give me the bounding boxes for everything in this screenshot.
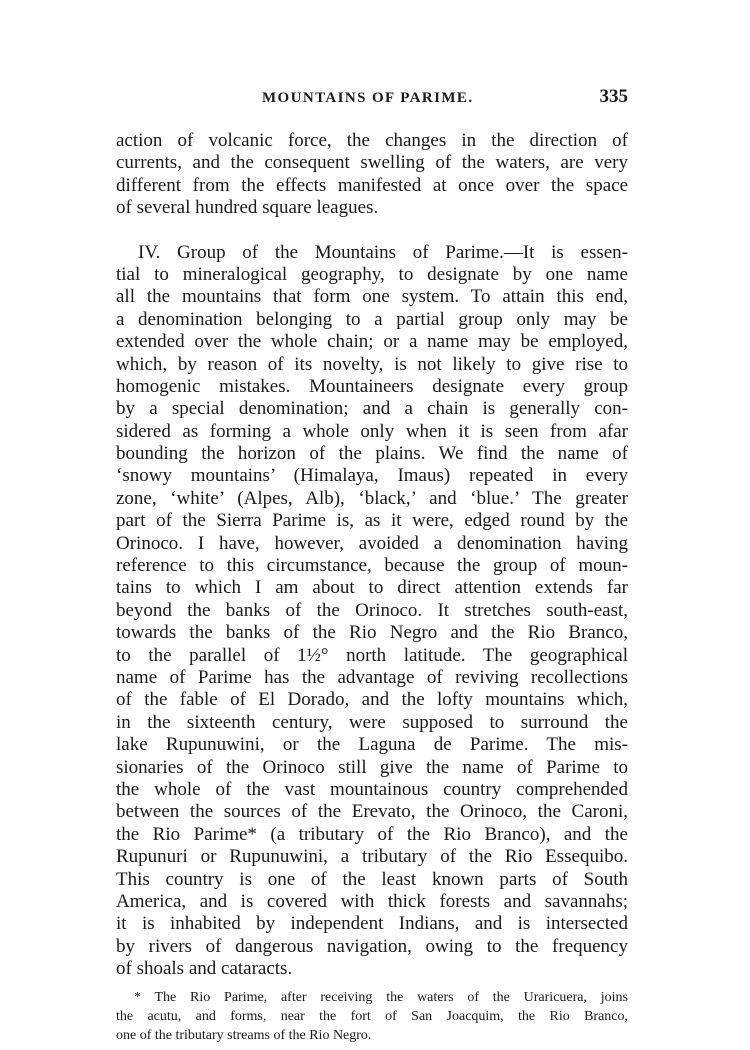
text-line: part of the Sierra Parime is, as it were, edged round by the [116,510,628,532]
text-line: which, by reason of its novelty, is not likely to give rise to [116,353,628,375]
text-line: Orinoco. I have, however, avoided a denomination having [116,532,628,554]
text-line: all the mountains that form one system. To attain this end, [116,286,628,308]
page-number: 335 [599,86,628,107]
text-line: This country is one of the least known parts of South [116,868,628,890]
text-line: currents, and the consequent swelling of the waters, are very [116,152,628,174]
running-head [116,88,628,118]
text-line: name of Parime has the advantage of reviving recollections [116,666,628,688]
text-line: lake Rupunuwini, or the Laguna de Parime. The mis- [116,734,628,756]
text-line: America, and is covered with thick forests and savannahs; [116,890,628,912]
text-line: action of volcanic force, the changes in the direction of [116,130,628,151]
text-line: beyond the banks of the Orinoco. It stretches south-east, [116,599,628,621]
text-line: extended over the whole chain; or a name may be employed, [116,331,628,353]
book-page [116,88,628,1045]
text-line: the Rio Parime* (a tributary of the Rio Branco), and the [116,823,628,845]
text-line: different from the effects manifested at once over the space [116,174,628,196]
text-line: ‘snowy mountains’ (Himalaya, Imaus) repeated in every [116,465,628,487]
section-heading-line: IV. Group of the Mountains of Parime.—It is essen- [138,241,628,263]
text-line: of shoals and cataracts. [116,958,293,980]
text-line: by a special denomination; and a chain is generally con- [116,398,628,420]
text-line: homogenic mistakes. Mountaineers designate every group [116,375,628,397]
text-line: sidered as forming a whole only when it is seen from afar [116,420,628,442]
text-line: Rupunuri or Rupunuwini, a tributary of the Rio Essequibo. [116,846,628,868]
paragraph-continuation [116,130,628,220]
text-line: by rivers of dangerous navigation, owing to the frequency [116,935,628,957]
paragraph-group-of-mountains [116,242,628,981]
text-line: the whole of the vast mountainous country comprehended [116,778,628,800]
text-line: of the fable of El Dorado, and the lofty mountains which, [116,689,628,711]
text-line: reference to this circumstance, because the group of moun- [116,555,628,577]
text-line: of several hundred square leagues. [116,197,379,219]
footnote-line: * The Rio Parime, after receiving the waters of the Uraricuera, joins [134,990,628,1006]
text-line: tains to which I am about to direct attention extends far [116,577,628,599]
footnote [116,988,628,1045]
running-title: MOUNTAINS OF PARIME. [262,90,474,106]
footnote-line: one of the tributary streams of the Rio Negro. [116,1028,372,1044]
text-line: in the sixteenth century, were supposed to surround the [116,711,628,733]
text-line: a denomination belonging to a partial group only may be [116,308,628,330]
text-line: zone, ‘white’ (Alpes, Alb), ‘black,’ and ‘blue.’ The greater [116,487,628,509]
text-line: between the sources of the Erevato, the Orinoco, the Caroni, [116,801,628,823]
text-line: it is inhabited by independent Indians, and is intersected [116,913,628,935]
text-line: tial to mineralogical geography, to designate by one name [116,263,628,285]
text-line: bounding the horizon of the plains. We find the name of [116,443,628,465]
text-line: to the parallel of 1½° north latitude. The geographical [116,644,628,666]
text-line: towards the banks of the Rio Negro and the Rio Branco, [116,622,628,644]
text-line: sionaries of the Orinoco still give the name of Parime to [116,756,628,778]
footnote-line: the acutu, and forms, near the fort of San Joacquim, the Rio Branco, [116,1009,628,1025]
